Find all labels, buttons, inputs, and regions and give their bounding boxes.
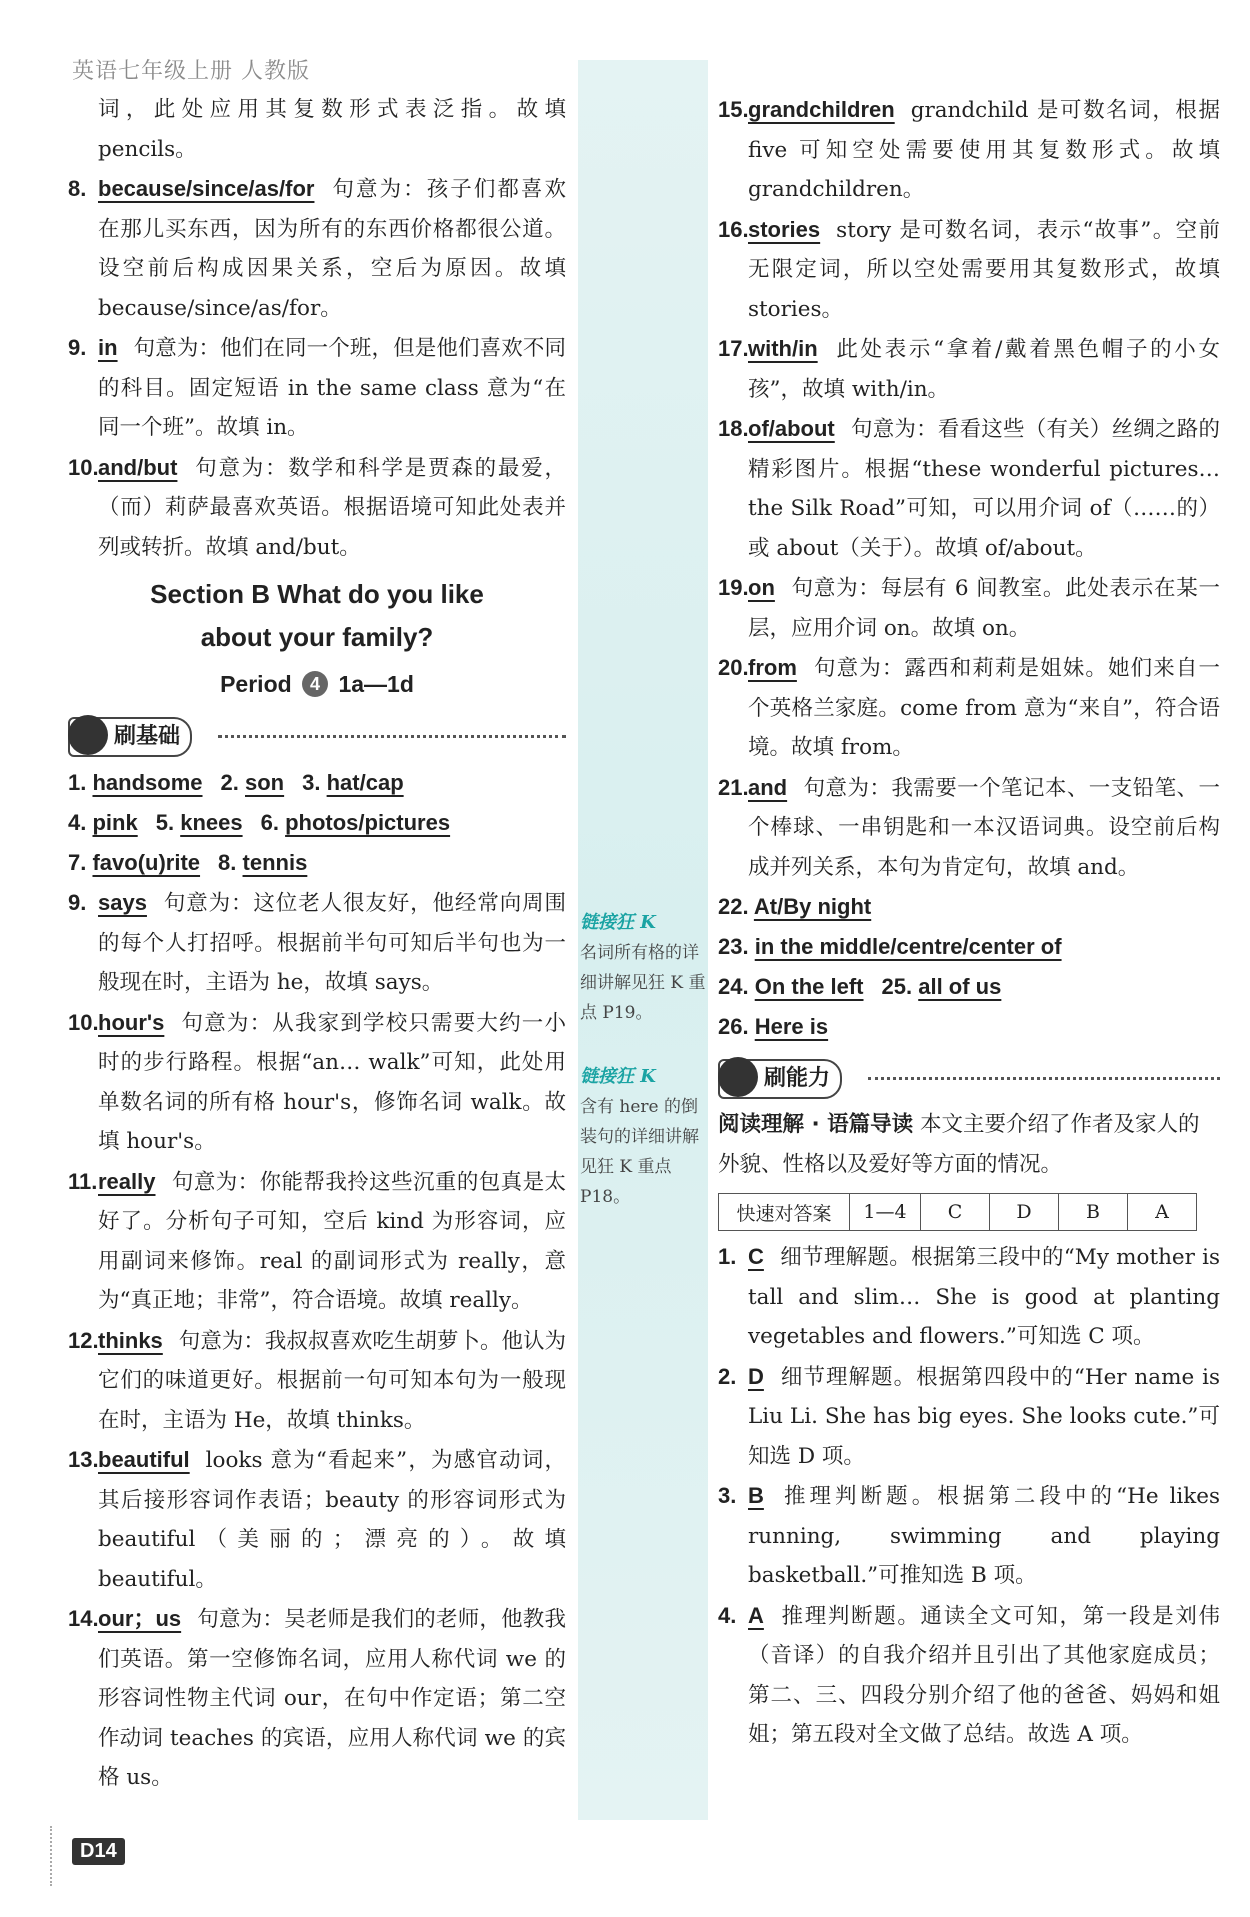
basic-badge: 刷基础 [68, 717, 192, 757]
answer-item [718, 409, 1220, 568]
item-answer: stories [748, 216, 821, 242]
reading-intro: 本文主要介绍了作者及家人的外貌、性格以及爱好等方面的情况。 [718, 1112, 1200, 1177]
left-quick-answers [68, 763, 566, 883]
item-explanation: looks 意为“看起来”，为感官动词，其后接形容词作表语；beauty 的形容词形式为 beautiful（美丽的；漂亮的）。故填 beautiful。 [98, 1448, 566, 1592]
left-answers-a [68, 169, 566, 567]
ability-badge-row [718, 1055, 1220, 1101]
left-column [68, 90, 566, 1798]
answer-item [68, 883, 566, 1003]
item-answer: because/since/as/for [98, 176, 315, 201]
quick-answer-row [718, 967, 1220, 1007]
item-number: 18. [718, 416, 749, 441]
answer-item [718, 568, 1220, 648]
answer-item [718, 648, 1220, 768]
right-answers-b [718, 1237, 1220, 1755]
answer-item [718, 1237, 1220, 1357]
answer-item [68, 448, 566, 568]
item-number: 7. [68, 850, 87, 875]
item-answer: all of us [918, 974, 1002, 999]
item-answer: knees [180, 810, 243, 835]
item-number: 17. [718, 336, 749, 361]
item-answer: favo(u)rite [92, 850, 201, 875]
item-number: 10. [68, 454, 99, 480]
reading-label: 阅读理解 · 语篇导读 [718, 1112, 914, 1137]
item-explanation: 句意为：看看这些（有关）丝绸之路的精彩图片。根据“these wonderful pictures… the Silk Road”可知，可以用介词 of（……的）或 about（关于）。故填 of/about。 [748, 417, 1220, 561]
item-answer: from [748, 655, 797, 680]
page-header: 英语七年级上册 人教版 [72, 59, 310, 84]
item-answer: On the left [754, 974, 864, 999]
item-answer: with/in [748, 336, 818, 361]
quick-answer-row [68, 843, 566, 883]
item-answer: pink [92, 810, 138, 835]
quick-answer-table [718, 1193, 1197, 1231]
item-answer: and/but [98, 454, 178, 480]
item-answer: grandchildren [748, 97, 895, 122]
item-number: 1. [68, 770, 87, 795]
item-answer: handsome [92, 770, 203, 795]
quick-answer-row [718, 927, 1220, 967]
item-answer: D [748, 1363, 764, 1389]
item-number: 3. [302, 770, 321, 795]
item-explanation: 句意为：数学和科学是贾森的最爱，（而）莉萨最喜欢英语。根据语境可知此处表并列或转折。故填 and/but。 [98, 455, 566, 560]
item-answer: really [98, 1168, 156, 1194]
continued-text: 词，此处应用其复数形式表泛指。故填 pencils。 [98, 97, 566, 162]
item-explanation: grandchild 是可数名词，根据 five 可知空处需要使用其复数形式。故填 grandchildren。 [748, 98, 1220, 202]
answer-item [718, 1357, 1220, 1477]
item-number: 4. [718, 1602, 737, 1628]
answer-item [68, 1599, 566, 1798]
answer-item [718, 768, 1220, 888]
item-number: 2. [718, 1363, 737, 1389]
answer-cell: C [921, 1194, 990, 1231]
quick-answer-row [718, 887, 1220, 927]
answer-table-range: 1—4 [850, 1194, 921, 1231]
item-explanation: 细节理解题。根据第三段中的“My mother is tall and slim… She is good at planting vegetables and flowers.”可知选 C 项。 [748, 1245, 1220, 1349]
answer-item [718, 1596, 1220, 1755]
answer-item [68, 1003, 566, 1162]
item-explanation: story 是可数名词，表示“故事”。空前无限定词，所以空处需要用其复数形式，故填 stories。 [748, 217, 1220, 322]
item-number: 15. [718, 97, 749, 122]
link-note-2: 链接狂 K 含有 here 的倒装句的详细讲解见狂 K 重点 P18。 [580, 1066, 699, 1207]
item-number: 26. [718, 1014, 749, 1039]
left-answers-b [68, 883, 566, 1798]
pencil-badge-icon [68, 715, 108, 755]
ability-badge: 刷能力 [718, 1059, 842, 1099]
item-answer: says [98, 890, 147, 915]
item-number: 4. [68, 810, 87, 835]
quick-answer-row [718, 1007, 1220, 1047]
item-explanation: 句意为：你能帮我拎这些沉重的包真是太好了。分析句子可知，空后 kind 为形容词，应用副词来修饰。real 的副词形式为 really，意为“真正地；非常”，符合语境。故填 really。 [98, 1169, 566, 1313]
answer-item [68, 1321, 566, 1441]
answer-item [718, 1476, 1220, 1596]
right-answers-a [718, 90, 1220, 887]
item-explanation: 句意为：孩子们都喜欢在那儿买东西，因为所有的东西价格都很公道。设空前后构成因果关系，空后为原因。故填 because/since/as/for。 [98, 177, 566, 321]
period-range: 1a—1d [338, 671, 414, 697]
item-number: 10. [68, 1009, 99, 1035]
item-number: 1. [718, 1244, 737, 1269]
answer-item [718, 329, 1220, 409]
item-explanation: 细节理解题。根据第四段中的“Her name is Liu Li. She has big eyes. She looks cute.”可知选 D 项。 [748, 1364, 1220, 1469]
item-number: 24. [718, 974, 749, 999]
item-answer: thinks [98, 1327, 163, 1353]
item-number: 6. [260, 810, 279, 835]
right-quick-answers [718, 887, 1220, 1047]
answer-item [68, 328, 566, 448]
item-explanation: 句意为：这位老人很友好，他经常向周围的每个人打招呼。根据前半句可知后半句也为一般现在时，主语为 he，故填 says。 [98, 891, 566, 995]
item-number: 9. [68, 335, 87, 360]
item-explanation: 句意为：我叔叔喜欢吃生胡萝卜。他认为它们的味道更好。根据前一句可知本句为一般现在时，主语为 He，故填 thinks。 [98, 1328, 566, 1433]
item-answer: on [748, 575, 775, 600]
period-label: Period [220, 671, 292, 697]
item-explanation: 句意为：从我家到学校只需要大约一小时的步行路程。根据“an… walk”可知，此处用单数名词的所有格 hour's，修饰名词 walk。故填 hour's。 [98, 1010, 566, 1154]
item-answer: photos/pictures [285, 810, 451, 835]
item-explanation: 此处表示“拿着/戴着黑色帽子的小女孩”，故填 with/in。 [748, 337, 1220, 402]
answer-item [718, 210, 1220, 330]
item-number: 9. [68, 890, 87, 915]
dotted-divider [218, 735, 566, 738]
item-number: 14. [68, 1606, 99, 1631]
item-number: 12. [68, 1327, 99, 1353]
section-title-line1: Section B What do you like [150, 579, 484, 609]
answer-cell: D [990, 1194, 1059, 1231]
item-answer: in [98, 335, 118, 360]
section-title [68, 573, 566, 659]
item-number: 2. [220, 770, 239, 795]
answer-table-label: 快速对答案 [719, 1194, 850, 1231]
item-number: 11. [68, 1168, 98, 1194]
basic-badge-row [68, 713, 566, 759]
item-number: 20. [718, 655, 749, 680]
item-number: 21. [718, 774, 749, 800]
right-column [718, 90, 1220, 1755]
item-answer: son [245, 770, 285, 795]
item-explanation: 推理判断题。通读全文可知，第一段是刘伟（音译）的自我介绍并且引出了其他家庭成员；第二、三、四段分别介绍了他的爸爸、妈妈和姐姐；第五段对全文做了总结。故选 A 项。 [748, 1603, 1220, 1747]
quick-answer-row [68, 763, 566, 803]
item-number: 25. [881, 974, 913, 999]
dotted-divider [868, 1077, 1220, 1080]
item-answer: At/By night [753, 894, 872, 919]
item-explanation: 句意为：露西和莉莉是姐妹。她们来自一个英格兰家庭。come from 意为“来自”，符合语境。故填 from。 [748, 656, 1220, 760]
item-explanation: 句意为：每层有 6 间教室。此处表示在某一层，应用介词 on。故填 on。 [748, 576, 1220, 641]
item-answer: Here is [754, 1014, 829, 1039]
answer-item [718, 90, 1220, 210]
item-explanation: 推理判断题。根据第二段中的“He likes running, swimming and playing basketball.”可推知选 B 项。 [748, 1484, 1220, 1588]
item-answer: B [748, 1483, 764, 1508]
item-number: 3. [718, 1483, 737, 1508]
item-explanation: 句意为：他们在同一个班，但是他们喜欢不同的科目。固定短语 in the same class 意为“在同一个班”。故填 in。 [98, 336, 566, 440]
item-answer: beautiful [98, 1447, 190, 1472]
answer-item [68, 1440, 566, 1599]
quick-answer-row [68, 803, 566, 843]
item-answer: tennis [242, 850, 308, 875]
item-answer: in the middle/centre/center of [754, 934, 1062, 959]
item-explanation: 句意为：吴老师是我们的老师，他教我们英语。第一空修饰名词，应用人称代词 we 的形容词性物主代词 our，在句中作定语；第二空作动词 teaches 的宾语，应用人称代词 we 的宾格 us。 [98, 1607, 566, 1790]
item-number: 13. [68, 1447, 99, 1472]
pencil-badge-icon [718, 1057, 758, 1097]
item-explanation: 句意为：我需要一个笔记本、一支铅笔、一个棒球、一串钥匙和一本汉语词典。设空前后构成并列关系，本句为肯定句，故填 and。 [748, 775, 1220, 880]
item-answer: and [748, 774, 788, 800]
item-answer: our；us [98, 1606, 182, 1631]
item-number: 5. [155, 810, 175, 835]
item-answer: hour's [98, 1009, 165, 1035]
item-number: 19. [718, 575, 749, 600]
item-number: 8. [68, 176, 87, 201]
answer-cell: A [1128, 1194, 1197, 1231]
page-number: D14 [72, 1838, 125, 1865]
answer-item [68, 1162, 566, 1321]
reading-guide [718, 1105, 1220, 1185]
link-note-1: 链接狂 K 名词所有格的详细讲解见狂 K 重点 P19。 [580, 912, 706, 1023]
period-heading [68, 663, 566, 705]
item-number: 16. [718, 216, 749, 242]
section-title-line2: about your family? [200, 622, 434, 652]
period-number: 4 [302, 671, 328, 697]
item-number: 23. [718, 934, 749, 959]
answer-item [68, 169, 566, 328]
item-answer: of/about [748, 416, 835, 441]
page-corner-mark [50, 1826, 70, 1886]
item-answer: A [748, 1602, 764, 1628]
answer-cell: B [1059, 1194, 1128, 1231]
item-number: 22. [718, 894, 749, 919]
item-number: 8. [218, 850, 237, 875]
item-answer: hat/cap [326, 770, 404, 795]
item-answer: C [748, 1244, 764, 1269]
